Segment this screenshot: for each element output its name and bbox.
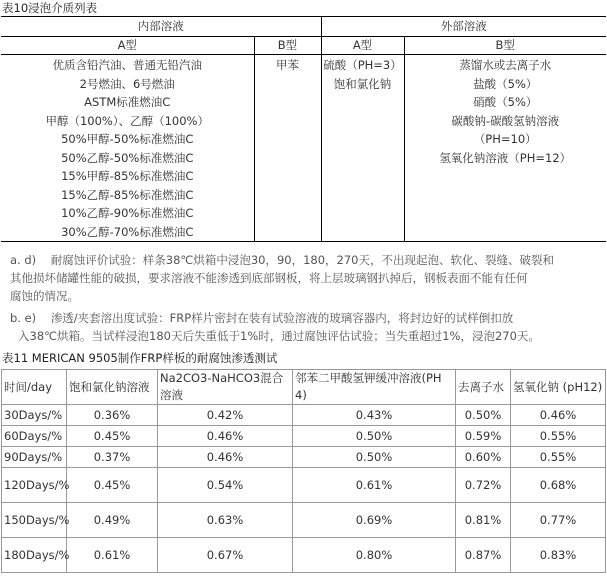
value-cell: 0.59% [456,426,511,447]
header-sodium-chloride: 饱和氯化钠溶液 [67,370,158,405]
value-cell: 0.43% [293,405,456,426]
row-time: 180Days/% [2,538,67,573]
paragraph-d-line2: 其他损坏储罐性能的破损，要求溶液不能渗透到底部钢板，将上层玻璃钢扒掉后，钢板表面不能有任何 [10,271,528,285]
row-time: 120Days/% [2,468,67,503]
value-cell: 0.68% [511,468,606,503]
value-cell: 0.46% [158,447,293,468]
header-phthalate-buffer: 邻苯二甲酸氢钾缓冲溶液(PH 4) [293,370,456,405]
external-b-item: 碳酸钠-碳酸氢钠溶液 [451,113,560,128]
internal-a-item: 15%乙醇-85%标准燃油C [61,187,194,202]
table-row [2,447,606,468]
immersion-media-table [1,16,606,242]
row-time: 60Days/% [2,426,67,447]
value-cell: 0.83% [511,538,606,573]
value-cell: 0.45% [67,468,158,503]
internal-type-a-cell [1,55,254,242]
header-carbonate-solution: Na2CO3-NaHCO3混合溶液 [158,370,293,405]
header-time: 时间/day [2,370,67,405]
value-cell: 0.54% [158,468,293,503]
paragraph-e [10,309,604,345]
external-solution-header: 外部溶液 [321,17,606,37]
paragraph-e-line1: 渗透/夹套溶出度试验：FRP样片密封在装有试验溶液的玻璃容器内，将封边好的试样倒扣放 [50,311,514,325]
value-cell: 0.36% [67,405,158,426]
paragraph-e-line2: 入38℃烘箱。当试样浸泡180天后失重低于1%时，通过腐蚀评估试验；当失重超过1%，浸泡270天。 [18,329,540,343]
table-row [2,426,606,447]
value-cell: 0.49% [67,503,158,538]
table-row [2,468,606,503]
value-cell: 0.45% [67,426,158,447]
paragraph-d-label: a. d) [10,253,37,267]
row-time: 30Days/% [2,405,67,426]
external-type-a-header: A型 [321,37,404,55]
value-cell: 0.69% [293,503,456,538]
internal-b-item: 甲苯 [276,58,299,72]
internal-a-item: 优质含铅汽油、普通无铅汽油 [52,58,202,72]
value-cell: 0.60% [456,447,511,468]
external-b-item: 硝酸（5%） [473,95,538,109]
value-cell: 0.55% [511,447,606,468]
external-a-item: 饱和氯化钠 [333,76,392,91]
internal-a-item: 50%甲醇-50%标准燃油C [61,132,194,146]
external-b-item: 氢氧化钠溶液（PH=12） [439,150,572,165]
external-a-item: 硫酸（PH=3） [323,58,402,72]
value-cell: 0.42% [158,405,293,426]
value-cell: 0.50% [293,426,456,447]
external-b-item: 蒸馏水或去离子水 [459,58,552,72]
paragraph-e-label: b. e) [10,311,37,325]
internal-type-a-header: A型 [1,37,254,55]
internal-a-item: 2号燃油、6号燃油 [79,76,175,91]
table-row [2,503,606,538]
value-cell: 0.80% [293,538,456,573]
paragraph-d-line3: 腐蚀的情况。 [10,289,79,303]
value-cell: 0.81% [456,503,511,538]
value-cell: 0.63% [158,503,293,538]
table-row [2,538,606,573]
paragraph-d-line1: 耐腐蚀评价试验：样条38℃烘箱中浸泡30，90，180，270天，不出现起泡、软化、裂缝、破裂和 [50,253,554,267]
external-type-b-header: B型 [404,37,606,55]
value-cell: 0.61% [293,468,456,503]
value-cell: 0.61% [67,538,158,573]
row-time: 150Days/% [2,503,67,538]
internal-a-item: 50%乙醇-50%标准燃油C [61,150,194,165]
internal-a-item: 30%乙醇-70%标准燃油C [61,224,194,239]
value-cell: 0.50% [293,447,456,468]
corrosion-permeation-table [1,369,606,573]
internal-solution-header: 内部溶液 [1,17,321,37]
external-type-a-cell [321,55,404,242]
value-cell: 0.46% [158,426,293,447]
value-cell: 0.37% [67,447,158,468]
internal-a-item: 10%乙醇-90%标准燃油C [61,206,194,220]
value-cell: 0.46% [511,405,606,426]
internal-a-item: 15%甲醇-85%标准燃油C [61,169,194,183]
internal-type-b-cell [254,55,321,242]
header-deionized-water: 去离子水 [456,370,511,405]
paragraph-d [10,251,604,305]
value-cell: 0.77% [511,503,606,538]
table11-caption: 表11 MERICAN 9505制作FRP样板的耐腐蚀渗透测试 [2,351,278,365]
header-sodium-hydroxide: 氢氧化钠 (pH12) [511,370,606,405]
internal-type-b-header: B型 [254,37,321,55]
value-cell: 0.87% [456,538,511,573]
external-b-item: 盐酸（5%） [473,76,538,91]
value-cell: 0.72% [456,468,511,503]
value-cell: 0.50% [456,405,511,426]
value-cell: 0.67% [158,538,293,573]
internal-a-item: ASTM标准燃油C [84,95,171,109]
row-time: 90Days/% [2,447,67,468]
external-type-b-cell [404,55,606,242]
internal-a-item: 甲醇（100%）、乙醇（100%） [45,113,209,128]
table-row [2,405,606,426]
table10-caption: 表10浸泡介质列表 [2,1,98,15]
value-cell: 0.55% [511,426,606,447]
external-b-item: （PH=10） [473,132,537,146]
